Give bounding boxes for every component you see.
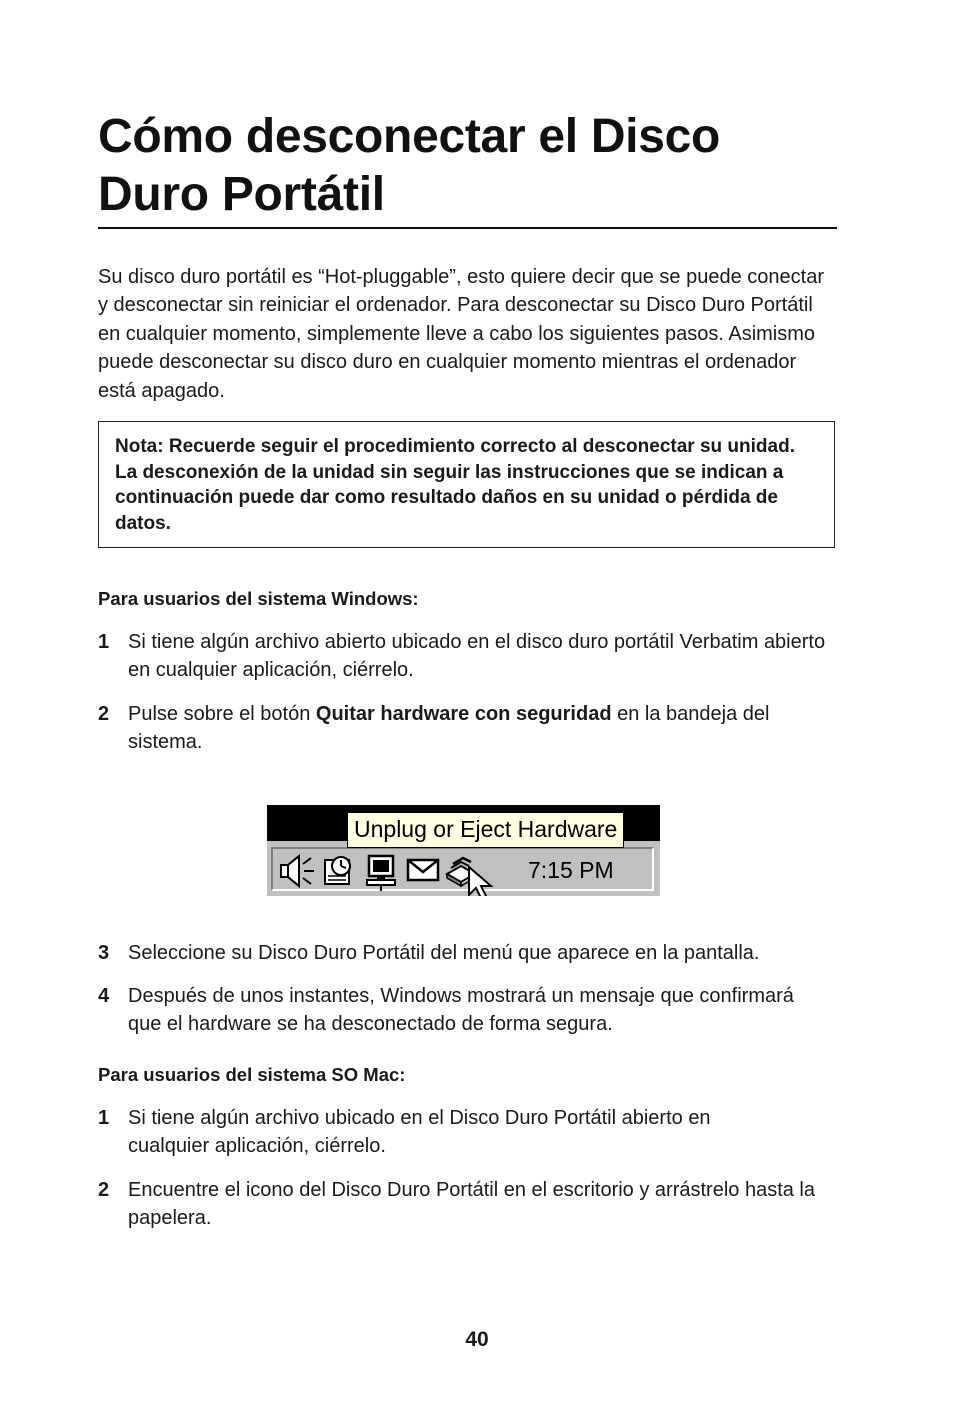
- step-number: 1: [98, 1107, 110, 1129]
- step-number: 4: [98, 985, 110, 1007]
- note-box: [98, 421, 835, 548]
- step-text: [128, 700, 788, 757]
- mac-heading: Para usuarios del sistema SO Mac:: [98, 1064, 406, 1085]
- network-monitor-icon[interactable]: [361, 852, 401, 892]
- step-text: Si tiene algún archivo ubicado en el Disco Duro Portátil abierto en cualquier aplicación, ciérrelo.: [128, 1107, 711, 1158]
- eject-tooltip: Unplug or Eject Hardware: [347, 812, 624, 848]
- page-number: 40: [465, 1328, 489, 1351]
- step-number: 2: [98, 703, 110, 725]
- system-tray-screenshot: [267, 805, 660, 896]
- step-number: 2: [98, 1179, 110, 1201]
- step-text: Encuentre el icono del Disco Duro Portátil en el escritorio y arrástrelo hasta la papelera.: [128, 1179, 815, 1230]
- windows-heading: Para usuarios del sistema Windows:: [98, 588, 419, 609]
- step-text: Seleccione su Disco Duro Portátil del menú que aparece en la pantalla.: [128, 942, 760, 964]
- page-title: Cómo desconectar el Disco Duro Portátil: [98, 110, 721, 221]
- tray-clock[interactable]: 7:15 PM: [528, 857, 614, 883]
- mail-icon[interactable]: [405, 852, 441, 886]
- step-number: 1: [98, 631, 110, 653]
- note-label: Nota:: [115, 436, 164, 457]
- step-text: Después de unos instantes, Windows mostrará un mensaje que confirmará que el hardware se ha desconectado de forma segura.: [128, 985, 794, 1036]
- safely-remove-hardware-label: Quitar hardware con seguridad: [315, 703, 612, 725]
- scheduler-icon[interactable]: [319, 852, 357, 890]
- mouse-pointer-icon: [467, 865, 503, 896]
- step-text: Si tiene algún archivo abierto ubicado en el disco duro portátil Verbatim abierto en cualquier aplicación, ciérrelo.: [128, 631, 826, 682]
- note-text: Recuerde seguir el procedimiento correcto al desconectar su unidad. La desconexión de la unidad sin seguir las instrucciones que se indican a continuación puede dar como resultado daños en su unidad o pérdida de datos.: [115, 436, 795, 534]
- speaker-icon[interactable]: [277, 852, 319, 890]
- title-divider: [98, 227, 837, 229]
- step-text-post: en la bandeja del sistema.: [128, 703, 770, 754]
- step-number: 3: [98, 942, 110, 964]
- step-text-pre: Pulse sobre el botón: [128, 703, 316, 725]
- intro-paragraph: Su disco duro portátil es “Hot-pluggable”, esto quiere decir que se puede conectar y desconectar sin reiniciar el ordenador. Para desconectar su Disco Duro Portátil en cualquier momento, simplemente lleve a cabo los siguientes pasos. Asimismo puede desconectar su disco duro en cualquier momento mientras el ordenador está apagado.: [98, 266, 824, 402]
